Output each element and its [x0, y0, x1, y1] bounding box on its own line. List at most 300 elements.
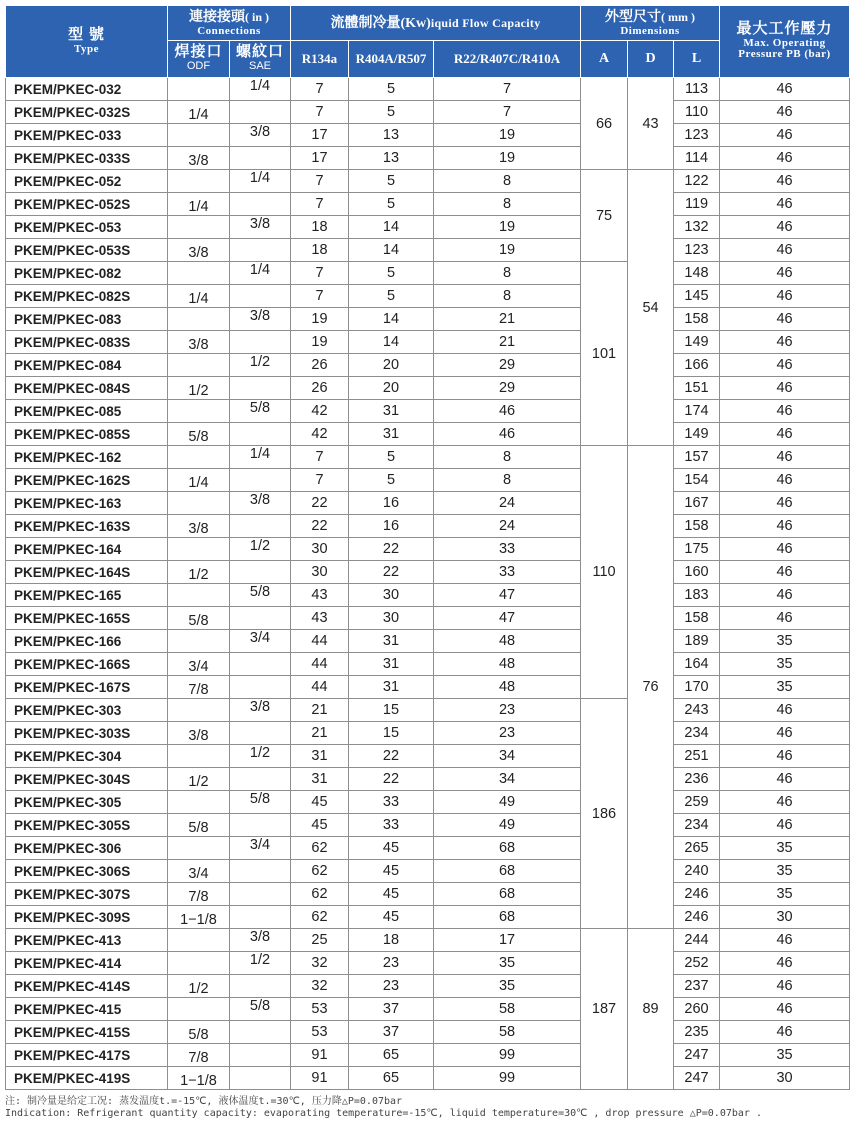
- r404a-cell: 45: [349, 906, 434, 929]
- r404a-cell: 33: [349, 814, 434, 837]
- odf-cell: [168, 699, 230, 722]
- dim-l-cell: 246: [674, 906, 720, 929]
- dim-l-cell: 170: [674, 676, 720, 699]
- r404a-cell: 37: [349, 1021, 434, 1044]
- r404a-cell: 33: [349, 791, 434, 814]
- r404a-cell: 13: [349, 124, 434, 147]
- r404a-cell: 20: [349, 377, 434, 400]
- sae-cell: 3/4: [230, 837, 291, 860]
- r22-cell: 34: [434, 768, 581, 791]
- odf-cell: [168, 354, 230, 377]
- sae-cell: 3/8: [230, 216, 291, 239]
- dim-l-cell: 260: [674, 998, 720, 1021]
- pressure-cell: 46: [720, 561, 850, 584]
- dim-l-cell: 246: [674, 883, 720, 906]
- sae-cell: [230, 515, 291, 538]
- odf-cell: [168, 170, 230, 193]
- sae-cell: [230, 423, 291, 446]
- dim-l-cell: 265: [674, 837, 720, 860]
- r404a-cell: 22: [349, 561, 434, 584]
- pressure-cell: 46: [720, 722, 850, 745]
- r404a-cell: 5: [349, 285, 434, 308]
- pressure-cell: 46: [720, 377, 850, 400]
- r134a-cell: 31: [291, 768, 349, 791]
- table-row: [6, 515, 850, 538]
- r404a-cell: 45: [349, 860, 434, 883]
- r134a-cell: 43: [291, 584, 349, 607]
- r22-cell: 23: [434, 722, 581, 745]
- dim-a-cell: 75: [581, 170, 628, 262]
- table-row: [6, 308, 850, 331]
- r22-cell: 7: [434, 101, 581, 124]
- model-cell: PKEM/PKEC-167S: [6, 676, 168, 699]
- r134a-cell: 22: [291, 515, 349, 538]
- r404a-cell: 15: [349, 722, 434, 745]
- model-cell: PKEM/PKEC-166: [6, 630, 168, 653]
- pressure-cell: 46: [720, 124, 850, 147]
- dim-l-cell: 240: [674, 860, 720, 883]
- r134a-cell: 17: [291, 147, 349, 170]
- table-row: [6, 607, 850, 630]
- r22-cell: 68: [434, 883, 581, 906]
- dim-a-cell: 187: [581, 929, 628, 1090]
- r404a-cell: 14: [349, 331, 434, 354]
- dim-l-cell: 151: [674, 377, 720, 400]
- odf-cell: 1/4: [168, 285, 230, 308]
- table-row: [6, 101, 850, 124]
- table-row: [6, 124, 850, 147]
- odf-cell: [168, 929, 230, 952]
- sae-cell: 1/4: [230, 170, 291, 193]
- dim-l-cell: 119: [674, 193, 720, 216]
- r404a-cell: 31: [349, 423, 434, 446]
- r134a-cell: 25: [291, 929, 349, 952]
- dim-d-cell: 76: [628, 446, 674, 929]
- dim-l-cell: 132: [674, 216, 720, 239]
- sae-cell: 5/8: [230, 791, 291, 814]
- table-row: [6, 975, 850, 998]
- table-header: [6, 6, 850, 78]
- r134a-cell: 7: [291, 285, 349, 308]
- odf-cell: 3/8: [168, 239, 230, 262]
- r134a-cell: 53: [291, 998, 349, 1021]
- sae-cell: [230, 607, 291, 630]
- table-row: [6, 170, 850, 193]
- model-cell: PKEM/PKEC-414S: [6, 975, 168, 998]
- sae-cell: 1/4: [230, 446, 291, 469]
- r134a-header: R134a: [291, 41, 349, 78]
- r404a-cell: 22: [349, 745, 434, 768]
- pressure-cell: 35: [720, 1044, 850, 1067]
- r404a-cell: 5: [349, 469, 434, 492]
- r404a-cell: 5: [349, 78, 434, 101]
- odf-cell: [168, 124, 230, 147]
- dim-l-cell: 174: [674, 400, 720, 423]
- r134a-cell: 43: [291, 607, 349, 630]
- odf-cell: [168, 630, 230, 653]
- odf-cell: 1/2: [168, 561, 230, 584]
- r134a-cell: 7: [291, 78, 349, 101]
- table-row: [6, 814, 850, 837]
- table-row: [6, 331, 850, 354]
- model-cell: PKEM/PKEC-032: [6, 78, 168, 101]
- model-cell: PKEM/PKEC-053S: [6, 239, 168, 262]
- model-cell: PKEM/PKEC-084S: [6, 377, 168, 400]
- pressure-cell: 46: [720, 584, 850, 607]
- odf-cell: [168, 837, 230, 860]
- dim-l-cell: 237: [674, 975, 720, 998]
- model-cell: PKEM/PKEC-084: [6, 354, 168, 377]
- dim-l-cell: 149: [674, 331, 720, 354]
- r404a-cell: 37: [349, 998, 434, 1021]
- pressure-cell: 46: [720, 285, 850, 308]
- r22-cell: 34: [434, 745, 581, 768]
- sae-header: 螺紋口 SAE: [230, 41, 291, 78]
- dim-a-cell: 186: [581, 699, 628, 929]
- odf-cell: [168, 400, 230, 423]
- dim-d-header: D: [628, 41, 674, 78]
- model-cell: PKEM/PKEC-304: [6, 745, 168, 768]
- sae-cell: [230, 722, 291, 745]
- r134a-cell: 21: [291, 699, 349, 722]
- odf-cell: 1/2: [168, 975, 230, 998]
- odf-cell: [168, 492, 230, 515]
- pressure-cell: 35: [720, 883, 850, 906]
- pressure-cell: 35: [720, 676, 850, 699]
- model-cell: PKEM/PKEC-052S: [6, 193, 168, 216]
- odf-cell: 7/8: [168, 1044, 230, 1067]
- table-row: [6, 883, 850, 906]
- pressure-cell: 46: [720, 78, 850, 101]
- r22-cell: 35: [434, 975, 581, 998]
- r404a-cell: 31: [349, 676, 434, 699]
- dim-d-cell: 54: [628, 170, 674, 446]
- r22-cell: 19: [434, 216, 581, 239]
- sae-cell: [230, 469, 291, 492]
- dim-l-cell: 113: [674, 78, 720, 101]
- r22-cell: 19: [434, 147, 581, 170]
- r22-cell: 24: [434, 515, 581, 538]
- dim-l-cell: 122: [674, 170, 720, 193]
- odf-cell: [168, 745, 230, 768]
- dim-l-cell: 114: [674, 147, 720, 170]
- sae-cell: 5/8: [230, 584, 291, 607]
- sae-cell: 3/8: [230, 308, 291, 331]
- model-cell: PKEM/PKEC-309S: [6, 906, 168, 929]
- odf-cell: [168, 216, 230, 239]
- r134a-cell: 7: [291, 101, 349, 124]
- table-row: [6, 446, 850, 469]
- r404a-header: R404A/R507: [349, 41, 434, 78]
- sae-cell: 3/8: [230, 699, 291, 722]
- pressure-cell: 35: [720, 653, 850, 676]
- table-row: [6, 791, 850, 814]
- r22-cell: 48: [434, 676, 581, 699]
- r134a-cell: 42: [291, 400, 349, 423]
- sae-cell: 1/2: [230, 354, 291, 377]
- r134a-cell: 30: [291, 561, 349, 584]
- spec-table: [5, 5, 850, 1090]
- dim-l-cell: 166: [674, 354, 720, 377]
- odf-cell: 5/8: [168, 423, 230, 446]
- r134a-cell: 32: [291, 975, 349, 998]
- odf-cell: 7/8: [168, 676, 230, 699]
- sae-cell: [230, 975, 291, 998]
- table-body: [6, 78, 850, 1090]
- pressure-cell: 30: [720, 906, 850, 929]
- sae-cell: [230, 285, 291, 308]
- odf-cell: 5/8: [168, 814, 230, 837]
- pressure-cell: 46: [720, 354, 850, 377]
- odf-cell: [168, 308, 230, 331]
- r22-cell: 47: [434, 607, 581, 630]
- r134a-cell: 7: [291, 262, 349, 285]
- dim-a-header: A: [581, 41, 628, 78]
- odf-cell: 3/8: [168, 515, 230, 538]
- r134a-cell: 26: [291, 377, 349, 400]
- model-cell: PKEM/PKEC-306: [6, 837, 168, 860]
- r22-cell: 8: [434, 170, 581, 193]
- model-cell: PKEM/PKEC-164S: [6, 561, 168, 584]
- odf-cell: [168, 78, 230, 101]
- type-header: 型 號 Type: [6, 6, 168, 78]
- dim-l-cell: 244: [674, 929, 720, 952]
- sae-cell: [230, 193, 291, 216]
- r134a-cell: 44: [291, 676, 349, 699]
- table-row: [6, 745, 850, 768]
- model-cell: PKEM/PKEC-085S: [6, 423, 168, 446]
- r134a-cell: 7: [291, 193, 349, 216]
- r404a-cell: 45: [349, 883, 434, 906]
- r22-cell: 58: [434, 998, 581, 1021]
- table-row: [6, 837, 850, 860]
- r134a-cell: 26: [291, 354, 349, 377]
- model-cell: PKEM/PKEC-165S: [6, 607, 168, 630]
- table-row: [6, 653, 850, 676]
- r404a-cell: 5: [349, 193, 434, 216]
- odf-cell: 5/8: [168, 607, 230, 630]
- dim-l-cell: 251: [674, 745, 720, 768]
- odf-cell: 3/8: [168, 147, 230, 170]
- model-cell: PKEM/PKEC-052: [6, 170, 168, 193]
- dimensions-header: 外型尺寸( mm ) Dimensions: [581, 6, 720, 41]
- pressure-cell: 46: [720, 1021, 850, 1044]
- model-cell: PKEM/PKEC-307S: [6, 883, 168, 906]
- table-row: [6, 285, 850, 308]
- pressure-cell: 46: [720, 423, 850, 446]
- dim-l-cell: 235: [674, 1021, 720, 1044]
- odf-cell: 3/8: [168, 722, 230, 745]
- r22-cell: 68: [434, 860, 581, 883]
- dim-l-cell: 158: [674, 308, 720, 331]
- r22-cell: 68: [434, 837, 581, 860]
- table-row: [6, 768, 850, 791]
- dim-l-cell: 167: [674, 492, 720, 515]
- odf-cell: 7/8: [168, 883, 230, 906]
- table-row: [6, 538, 850, 561]
- r22-cell: 35: [434, 952, 581, 975]
- r134a-cell: 19: [291, 331, 349, 354]
- model-cell: PKEM/PKEC-053: [6, 216, 168, 239]
- odf-cell: 1/4: [168, 469, 230, 492]
- pressure-cell: 46: [720, 998, 850, 1021]
- odf-cell: 5/8: [168, 1021, 230, 1044]
- dim-l-cell: 189: [674, 630, 720, 653]
- r22-header: R22/R407C/R410A: [434, 41, 581, 78]
- odf-cell: 1−1/8: [168, 906, 230, 929]
- notes: [5, 1096, 762, 1120]
- r404a-cell: 16: [349, 492, 434, 515]
- table-row: [6, 193, 850, 216]
- sae-cell: [230, 1067, 291, 1090]
- r22-cell: 33: [434, 561, 581, 584]
- pressure-cell: 46: [720, 193, 850, 216]
- model-cell: PKEM/PKEC-033S: [6, 147, 168, 170]
- r404a-cell: 15: [349, 699, 434, 722]
- pressure-cell: 46: [720, 745, 850, 768]
- dim-d-cell: 89: [628, 929, 674, 1090]
- model-cell: PKEM/PKEC-166S: [6, 653, 168, 676]
- odf-cell: [168, 998, 230, 1021]
- table-row: [6, 561, 850, 584]
- r22-cell: 48: [434, 630, 581, 653]
- pressure-cell: 46: [720, 400, 850, 423]
- r134a-cell: 91: [291, 1067, 349, 1090]
- r134a-cell: 31: [291, 745, 349, 768]
- capacity-header: 流體制冷量(Kw)iquid Flow Capacity: [291, 6, 581, 41]
- sae-cell: [230, 653, 291, 676]
- r22-cell: 99: [434, 1067, 581, 1090]
- pressure-cell: 46: [720, 929, 850, 952]
- pressure-cell: 35: [720, 860, 850, 883]
- sae-cell: [230, 561, 291, 584]
- r404a-cell: 31: [349, 400, 434, 423]
- r22-cell: 99: [434, 1044, 581, 1067]
- dim-l-cell: 183: [674, 584, 720, 607]
- pressure-cell: 35: [720, 630, 850, 653]
- r22-cell: 19: [434, 124, 581, 147]
- r404a-cell: 5: [349, 101, 434, 124]
- r22-cell: 49: [434, 791, 581, 814]
- r22-cell: 19: [434, 239, 581, 262]
- sae-cell: 1/4: [230, 78, 291, 101]
- table-row: [6, 630, 850, 653]
- dim-l-cell: 123: [674, 239, 720, 262]
- sae-cell: 1/2: [230, 952, 291, 975]
- sae-cell: 3/8: [230, 929, 291, 952]
- dim-l-cell: 175: [674, 538, 720, 561]
- model-cell: PKEM/PKEC-304S: [6, 768, 168, 791]
- pressure-cell: 46: [720, 446, 850, 469]
- model-cell: PKEM/PKEC-305S: [6, 814, 168, 837]
- model-cell: PKEM/PKEC-303: [6, 699, 168, 722]
- r22-cell: 17: [434, 929, 581, 952]
- r134a-cell: 44: [291, 653, 349, 676]
- note-en: Indication: Refrigerant quantity capacity: evaporating temperature=-15℃, liquid temperature=30℃ , drop pressure △P=0.07bar .: [5, 1108, 762, 1119]
- table-row: [6, 469, 850, 492]
- table-row: [6, 1021, 850, 1044]
- sae-cell: [230, 101, 291, 124]
- r134a-cell: 62: [291, 860, 349, 883]
- sae-cell: [230, 239, 291, 262]
- table-row: [6, 676, 850, 699]
- dim-l-header: L: [674, 41, 720, 78]
- sae-cell: 1/2: [230, 745, 291, 768]
- dim-l-cell: 110: [674, 101, 720, 124]
- r404a-cell: 31: [349, 653, 434, 676]
- table-row: [6, 147, 850, 170]
- r404a-cell: 65: [349, 1044, 434, 1067]
- r22-cell: 8: [434, 262, 581, 285]
- sae-cell: [230, 676, 291, 699]
- r404a-cell: 20: [349, 354, 434, 377]
- r22-cell: 21: [434, 331, 581, 354]
- sae-cell: [230, 768, 291, 791]
- r22-cell: 48: [434, 653, 581, 676]
- note-zh: 注: 制冷量是给定工况: 蒸发温度t.=-15℃, 液体温度t.=30℃, 压力降△P=0.07bar: [5, 1096, 403, 1107]
- pressure-cell: 35: [720, 837, 850, 860]
- model-cell: PKEM/PKEC-162S: [6, 469, 168, 492]
- r134a-cell: 42: [291, 423, 349, 446]
- table-row: [6, 929, 850, 952]
- r134a-cell: 22: [291, 492, 349, 515]
- odf-cell: [168, 584, 230, 607]
- table-row: [6, 262, 850, 285]
- model-cell: PKEM/PKEC-417S: [6, 1044, 168, 1067]
- odf-cell: 1/4: [168, 101, 230, 124]
- dim-a-cell: 101: [581, 262, 628, 446]
- model-cell: PKEM/PKEC-085: [6, 400, 168, 423]
- dim-l-cell: 149: [674, 423, 720, 446]
- model-cell: PKEM/PKEC-163: [6, 492, 168, 515]
- pressure-cell: 46: [720, 952, 850, 975]
- table-row: [6, 860, 850, 883]
- sae-cell: 5/8: [230, 400, 291, 423]
- r404a-cell: 65: [349, 1067, 434, 1090]
- odf-cell: 1/2: [168, 768, 230, 791]
- model-cell: PKEM/PKEC-303S: [6, 722, 168, 745]
- r22-cell: 33: [434, 538, 581, 561]
- r134a-cell: 17: [291, 124, 349, 147]
- r404a-cell: 18: [349, 929, 434, 952]
- pressure-cell: 46: [720, 216, 850, 239]
- r134a-cell: 7: [291, 446, 349, 469]
- pressure-cell: 46: [720, 308, 850, 331]
- dim-d-cell: 43: [628, 78, 674, 170]
- odf-cell: 1−1/8: [168, 1067, 230, 1090]
- odf-cell: 3/8: [168, 331, 230, 354]
- r404a-cell: 5: [349, 170, 434, 193]
- r22-cell: 8: [434, 469, 581, 492]
- pressure-cell: 46: [720, 768, 850, 791]
- odf-cell: 3/4: [168, 860, 230, 883]
- r134a-cell: 7: [291, 170, 349, 193]
- sae-cell: 1/4: [230, 262, 291, 285]
- r404a-cell: 14: [349, 216, 434, 239]
- table-row: [6, 1067, 850, 1090]
- table-row: [6, 952, 850, 975]
- r134a-cell: 30: [291, 538, 349, 561]
- r134a-cell: 45: [291, 814, 349, 837]
- r22-cell: 7: [434, 78, 581, 101]
- pressure-cell: 46: [720, 147, 850, 170]
- dim-a-cell: 110: [581, 446, 628, 699]
- dim-l-cell: 158: [674, 515, 720, 538]
- table-row: [6, 492, 850, 515]
- table-row: [6, 584, 850, 607]
- r22-cell: 21: [434, 308, 581, 331]
- sae-cell: [230, 814, 291, 837]
